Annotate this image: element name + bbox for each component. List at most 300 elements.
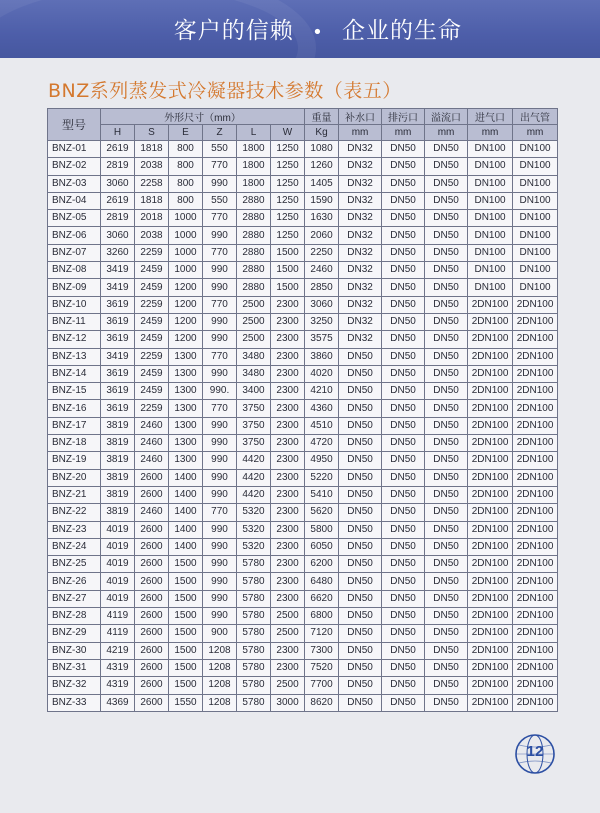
table-cell: 1818 bbox=[135, 141, 169, 158]
table-row bbox=[48, 227, 558, 244]
table-cell: 900 bbox=[203, 625, 237, 642]
table-cell: 6620 bbox=[305, 590, 339, 607]
table-cell: 2600 bbox=[135, 642, 169, 659]
table-cell: 2500 bbox=[237, 313, 271, 330]
table-cell: DN50 bbox=[382, 313, 425, 330]
table-cell: 7300 bbox=[305, 642, 339, 659]
table-row bbox=[48, 400, 558, 417]
table-cell: 4119 bbox=[101, 625, 135, 642]
table-cell: 7120 bbox=[305, 625, 339, 642]
table-cell: DN50 bbox=[339, 538, 382, 555]
table-cell: 3575 bbox=[305, 331, 339, 348]
table-header bbox=[48, 109, 558, 141]
table-row bbox=[48, 677, 558, 694]
table-cell: DN50 bbox=[382, 262, 425, 279]
table-cell: 2300 bbox=[271, 331, 305, 348]
table-cell: 2DN100 bbox=[513, 348, 558, 365]
table-cell: 5320 bbox=[237, 538, 271, 555]
table-row bbox=[48, 141, 558, 158]
table-cell: 5780 bbox=[237, 573, 271, 590]
table-cell: 2DN100 bbox=[468, 452, 513, 469]
table-cell: DN50 bbox=[425, 556, 468, 573]
table-cell: 2459 bbox=[135, 313, 169, 330]
table-cell: 7700 bbox=[305, 677, 339, 694]
table-cell: 770 bbox=[203, 158, 237, 175]
model-cell: BNZ-32 bbox=[48, 677, 101, 694]
table-cell: 3400 bbox=[237, 383, 271, 400]
model-cell: BNZ-01 bbox=[48, 141, 101, 158]
table-cell: 990 bbox=[203, 573, 237, 590]
header-drain: 排污口 bbox=[382, 109, 425, 125]
table-cell: DN50 bbox=[339, 400, 382, 417]
model-cell: BNZ-13 bbox=[48, 348, 101, 365]
model-cell: BNZ-27 bbox=[48, 590, 101, 607]
table-cell: 4360 bbox=[305, 400, 339, 417]
table-cell: 2DN100 bbox=[468, 556, 513, 573]
table-cell: DN50 bbox=[382, 175, 425, 192]
table-cell: 3419 bbox=[101, 262, 135, 279]
table-cell: DN50 bbox=[339, 573, 382, 590]
table-row bbox=[48, 331, 558, 348]
table-cell: DN50 bbox=[425, 694, 468, 711]
table-cell: 2880 bbox=[237, 244, 271, 261]
table-cell: 6480 bbox=[305, 573, 339, 590]
table-row bbox=[48, 158, 558, 175]
table-cell: DN50 bbox=[425, 365, 468, 382]
table-cell: 2DN100 bbox=[468, 642, 513, 659]
model-cell: BNZ-21 bbox=[48, 486, 101, 503]
table-cell: 2DN100 bbox=[513, 452, 558, 469]
table-row bbox=[48, 556, 558, 573]
table-cell: 990 bbox=[203, 313, 237, 330]
table-row bbox=[48, 590, 558, 607]
table-cell: DN50 bbox=[382, 677, 425, 694]
table-cell: 3060 bbox=[101, 227, 135, 244]
table-cell: 1250 bbox=[271, 158, 305, 175]
table-cell: 6200 bbox=[305, 556, 339, 573]
table-cell: 6050 bbox=[305, 538, 339, 555]
table-cell: DN50 bbox=[425, 383, 468, 400]
table-cell: 5320 bbox=[237, 504, 271, 521]
table-cell: 1250 bbox=[271, 141, 305, 158]
table-cell: 2258 bbox=[135, 175, 169, 192]
table-cell: 2850 bbox=[305, 279, 339, 296]
table-cell: DN50 bbox=[382, 417, 425, 434]
table-cell: 2300 bbox=[271, 417, 305, 434]
table-cell: 2300 bbox=[271, 556, 305, 573]
table-cell: 2DN100 bbox=[468, 400, 513, 417]
table-cell: DN50 bbox=[425, 210, 468, 227]
table-cell: 2DN100 bbox=[513, 383, 558, 400]
model-cell: BNZ-24 bbox=[48, 538, 101, 555]
table-cell: 4019 bbox=[101, 590, 135, 607]
table-cell: 2300 bbox=[271, 469, 305, 486]
table-cell: 2300 bbox=[271, 486, 305, 503]
table-cell: 2DN100 bbox=[513, 659, 558, 676]
model-cell: BNZ-12 bbox=[48, 331, 101, 348]
table-cell: 2DN100 bbox=[513, 400, 558, 417]
table-cell: 3619 bbox=[101, 365, 135, 382]
table-cell: 2819 bbox=[101, 210, 135, 227]
table-cell: 3480 bbox=[237, 348, 271, 365]
model-cell: BNZ-33 bbox=[48, 694, 101, 711]
table-cell: 2600 bbox=[135, 677, 169, 694]
table-cell: 1500 bbox=[169, 677, 203, 694]
table-cell: 1500 bbox=[169, 590, 203, 607]
table-cell: 2DN100 bbox=[513, 642, 558, 659]
table-cell: 2600 bbox=[135, 521, 169, 538]
table-cell: DN50 bbox=[425, 504, 468, 521]
table-cell: DN50 bbox=[382, 435, 425, 452]
table-cell: 1500 bbox=[271, 279, 305, 296]
table-cell: DN100 bbox=[468, 158, 513, 175]
table-cell: DN32 bbox=[339, 331, 382, 348]
table-cell: 4319 bbox=[101, 677, 135, 694]
table-cell: 990 bbox=[203, 469, 237, 486]
table-cell: DN50 bbox=[425, 331, 468, 348]
table-cell: 2DN100 bbox=[468, 694, 513, 711]
table-cell: 4510 bbox=[305, 417, 339, 434]
table-cell: 1500 bbox=[169, 659, 203, 676]
table-cell: 1500 bbox=[169, 608, 203, 625]
table-cell: 4369 bbox=[101, 694, 135, 711]
table-cell: 1000 bbox=[169, 227, 203, 244]
table-cell: 2259 bbox=[135, 296, 169, 313]
table-cell: 1500 bbox=[271, 244, 305, 261]
table-row bbox=[48, 469, 558, 486]
table-cell: DN50 bbox=[425, 469, 468, 486]
table-cell: 770 bbox=[203, 504, 237, 521]
table-cell: DN50 bbox=[382, 659, 425, 676]
table-row bbox=[48, 296, 558, 313]
model-cell: BNZ-14 bbox=[48, 365, 101, 382]
model-cell: BNZ-10 bbox=[48, 296, 101, 313]
table-cell: 2500 bbox=[271, 608, 305, 625]
table-cell: 5780 bbox=[237, 556, 271, 573]
table-cell: DN50 bbox=[382, 365, 425, 382]
table-row bbox=[48, 452, 558, 469]
table-cell: 770 bbox=[203, 400, 237, 417]
table-cell: 2460 bbox=[135, 452, 169, 469]
table-cell: 1300 bbox=[169, 348, 203, 365]
table-cell: 2259 bbox=[135, 348, 169, 365]
table-cell: DN100 bbox=[513, 175, 558, 192]
table-body bbox=[48, 141, 558, 712]
table-row bbox=[48, 538, 558, 555]
model-cell: BNZ-31 bbox=[48, 659, 101, 676]
model-cell: BNZ-11 bbox=[48, 313, 101, 330]
table-cell: 1200 bbox=[169, 313, 203, 330]
model-cell: BNZ-09 bbox=[48, 279, 101, 296]
table-cell: 5780 bbox=[237, 590, 271, 607]
table-cell: DN32 bbox=[339, 296, 382, 313]
table-cell: 4019 bbox=[101, 538, 135, 555]
table-row bbox=[48, 175, 558, 192]
table-cell: 990 bbox=[203, 417, 237, 434]
table-cell: DN50 bbox=[425, 608, 468, 625]
table-cell: DN50 bbox=[339, 642, 382, 659]
table-cell: DN32 bbox=[339, 262, 382, 279]
table-row bbox=[48, 521, 558, 538]
table-cell: DN50 bbox=[425, 677, 468, 694]
table-cell: DN100 bbox=[513, 192, 558, 209]
table-cell: DN50 bbox=[425, 296, 468, 313]
table-cell: DN100 bbox=[513, 227, 558, 244]
table-cell: 2DN100 bbox=[468, 608, 513, 625]
table-cell: 2880 bbox=[237, 192, 271, 209]
table-cell: 4210 bbox=[305, 383, 339, 400]
table-cell: 5780 bbox=[237, 642, 271, 659]
table-cell: DN50 bbox=[425, 175, 468, 192]
table-cell: DN100 bbox=[468, 262, 513, 279]
table-cell: 4219 bbox=[101, 642, 135, 659]
sub-header-cell: Kg bbox=[305, 125, 339, 141]
table-cell: 2300 bbox=[271, 590, 305, 607]
table-cell: DN50 bbox=[425, 659, 468, 676]
table-cell: 1260 bbox=[305, 158, 339, 175]
header-weight: 重量 bbox=[305, 109, 339, 125]
table-cell: 2459 bbox=[135, 262, 169, 279]
table-row bbox=[48, 608, 558, 625]
table-cell: 990 bbox=[203, 227, 237, 244]
table-cell: 1500 bbox=[169, 642, 203, 659]
table-cell: 770 bbox=[203, 244, 237, 261]
table-cell: 2600 bbox=[135, 556, 169, 573]
table-cell: 990 bbox=[203, 262, 237, 279]
table-cell: 5620 bbox=[305, 504, 339, 521]
table-cell: DN50 bbox=[425, 262, 468, 279]
table-cell: 990 bbox=[203, 486, 237, 503]
table-cell: 2DN100 bbox=[468, 521, 513, 538]
table-cell: DN50 bbox=[382, 590, 425, 607]
table-cell: DN50 bbox=[339, 348, 382, 365]
table-cell: 2DN100 bbox=[468, 590, 513, 607]
table-cell: 2259 bbox=[135, 400, 169, 417]
table-cell: 2300 bbox=[271, 296, 305, 313]
table-cell: DN50 bbox=[425, 313, 468, 330]
table-cell: 1300 bbox=[169, 452, 203, 469]
table-cell: 2DN100 bbox=[468, 625, 513, 642]
table-cell: DN50 bbox=[382, 192, 425, 209]
table-cell: 1300 bbox=[169, 383, 203, 400]
table-cell: DN100 bbox=[513, 210, 558, 227]
table-cell: 2500 bbox=[237, 331, 271, 348]
table-cell: 550 bbox=[203, 141, 237, 158]
table-cell: DN50 bbox=[425, 435, 468, 452]
table-cell: 2DN100 bbox=[468, 677, 513, 694]
table-cell: DN32 bbox=[339, 244, 382, 261]
table-cell: 2460 bbox=[135, 417, 169, 434]
table-cell: 2DN100 bbox=[513, 435, 558, 452]
model-cell: BNZ-04 bbox=[48, 192, 101, 209]
table-cell: DN50 bbox=[382, 158, 425, 175]
table-cell: 4420 bbox=[237, 486, 271, 503]
table-row bbox=[48, 659, 558, 676]
table-cell: DN100 bbox=[468, 279, 513, 296]
table-cell: 2460 bbox=[305, 262, 339, 279]
table-cell: 2300 bbox=[271, 400, 305, 417]
table-cell: DN32 bbox=[339, 210, 382, 227]
table-cell: DN50 bbox=[382, 210, 425, 227]
table-cell: DN50 bbox=[382, 556, 425, 573]
table-cell: 8620 bbox=[305, 694, 339, 711]
table-row bbox=[48, 435, 558, 452]
table-cell: DN50 bbox=[382, 279, 425, 296]
table-cell: 2DN100 bbox=[468, 296, 513, 313]
table-cell: 3819 bbox=[101, 417, 135, 434]
table-cell: 1200 bbox=[169, 331, 203, 348]
table-row bbox=[48, 192, 558, 209]
table-cell: 2300 bbox=[271, 452, 305, 469]
table-cell: 1400 bbox=[169, 486, 203, 503]
table-cell: 2459 bbox=[135, 279, 169, 296]
table-cell: DN100 bbox=[513, 141, 558, 158]
table-cell: 2500 bbox=[271, 677, 305, 694]
model-cell: BNZ-16 bbox=[48, 400, 101, 417]
table-cell: 3750 bbox=[237, 400, 271, 417]
table-row bbox=[48, 694, 558, 711]
table-cell: 2DN100 bbox=[513, 469, 558, 486]
table-cell: 770 bbox=[203, 296, 237, 313]
table-cell: 2600 bbox=[135, 590, 169, 607]
table-cell: 2300 bbox=[271, 659, 305, 676]
table-cell: DN100 bbox=[468, 141, 513, 158]
table-cell: 1630 bbox=[305, 210, 339, 227]
table-cell: DN50 bbox=[425, 227, 468, 244]
table-cell: DN100 bbox=[468, 227, 513, 244]
model-cell: BNZ-18 bbox=[48, 435, 101, 452]
table-cell: DN50 bbox=[339, 383, 382, 400]
table-cell: 770 bbox=[203, 348, 237, 365]
table-cell: 1300 bbox=[169, 435, 203, 452]
table-cell: DN50 bbox=[382, 452, 425, 469]
model-cell: BNZ-03 bbox=[48, 175, 101, 192]
page-number: 12 bbox=[526, 743, 544, 760]
table-cell: 2DN100 bbox=[513, 365, 558, 382]
table-cell: 4720 bbox=[305, 435, 339, 452]
table-cell: DN32 bbox=[339, 227, 382, 244]
table-cell: 2459 bbox=[135, 365, 169, 382]
table-cell: 4019 bbox=[101, 556, 135, 573]
table-cell: DN50 bbox=[425, 538, 468, 555]
table-cell: 4019 bbox=[101, 573, 135, 590]
table-cell: DN50 bbox=[382, 348, 425, 365]
table-cell: 1300 bbox=[169, 365, 203, 382]
table-row bbox=[48, 348, 558, 365]
table-cell: DN32 bbox=[339, 313, 382, 330]
table-row bbox=[48, 383, 558, 400]
sub-header-cell: mm bbox=[513, 125, 558, 141]
table-cell: 1250 bbox=[271, 210, 305, 227]
table-cell: DN100 bbox=[513, 279, 558, 296]
table-cell: DN100 bbox=[468, 175, 513, 192]
table-cell: 2DN100 bbox=[468, 313, 513, 330]
table-cell: DN32 bbox=[339, 192, 382, 209]
table-cell: 800 bbox=[169, 192, 203, 209]
table-cell: 3619 bbox=[101, 383, 135, 400]
table-cell: DN32 bbox=[339, 279, 382, 296]
table-cell: 1500 bbox=[169, 625, 203, 642]
table-cell: 2500 bbox=[271, 625, 305, 642]
table-cell: 2250 bbox=[305, 244, 339, 261]
table-row bbox=[48, 244, 558, 261]
table-cell: DN50 bbox=[339, 556, 382, 573]
table-cell: 3819 bbox=[101, 435, 135, 452]
table-cell: DN50 bbox=[425, 452, 468, 469]
table-cell: 2600 bbox=[135, 608, 169, 625]
table-cell: 2DN100 bbox=[513, 331, 558, 348]
table-cell: 1250 bbox=[271, 227, 305, 244]
table-cell: 5320 bbox=[237, 521, 271, 538]
table-cell: 3619 bbox=[101, 400, 135, 417]
table-cell: DN50 bbox=[339, 435, 382, 452]
table-cell: 1208 bbox=[203, 642, 237, 659]
table-cell: 2060 bbox=[305, 227, 339, 244]
table-cell: 2DN100 bbox=[468, 383, 513, 400]
table-cell: 1818 bbox=[135, 192, 169, 209]
table-cell: 5800 bbox=[305, 521, 339, 538]
table-cell: 990 bbox=[203, 331, 237, 348]
table-cell: DN50 bbox=[382, 331, 425, 348]
table-cell: 2DN100 bbox=[513, 417, 558, 434]
table-cell: 3860 bbox=[305, 348, 339, 365]
table-cell: 1590 bbox=[305, 192, 339, 209]
table-cell: DN50 bbox=[339, 452, 382, 469]
sub-header-cell: mm bbox=[382, 125, 425, 141]
table-cell: 2459 bbox=[135, 383, 169, 400]
table-cell: 990. bbox=[203, 383, 237, 400]
table-cell: DN50 bbox=[425, 590, 468, 607]
table-cell: DN50 bbox=[425, 158, 468, 175]
header-overflow: 溢流口 bbox=[425, 109, 468, 125]
table-cell: DN50 bbox=[382, 694, 425, 711]
table-cell: 2DN100 bbox=[468, 348, 513, 365]
table-cell: DN50 bbox=[425, 642, 468, 659]
sub-header-cell: Z bbox=[203, 125, 237, 141]
table-cell: 2DN100 bbox=[513, 538, 558, 555]
table-cell: 2300 bbox=[271, 538, 305, 555]
slogan-right: 企业的生命 bbox=[342, 18, 462, 44]
table-cell: 2DN100 bbox=[468, 538, 513, 555]
table-cell: 2619 bbox=[101, 141, 135, 158]
table-cell: 2DN100 bbox=[513, 590, 558, 607]
table-cell: 1400 bbox=[169, 469, 203, 486]
header-dimensions: 外形尺寸（mm） bbox=[101, 109, 305, 125]
table-cell: 3419 bbox=[101, 348, 135, 365]
table-cell: 1800 bbox=[237, 141, 271, 158]
table-cell: 2460 bbox=[135, 435, 169, 452]
table-cell: DN100 bbox=[513, 262, 558, 279]
table-cell: 4950 bbox=[305, 452, 339, 469]
table-cell: DN32 bbox=[339, 175, 382, 192]
table-cell: 2DN100 bbox=[468, 435, 513, 452]
table-cell: DN32 bbox=[339, 158, 382, 175]
table-cell: 1000 bbox=[169, 210, 203, 227]
table-cell: DN50 bbox=[339, 608, 382, 625]
table-cell: 2880 bbox=[237, 210, 271, 227]
table-cell: 990 bbox=[203, 521, 237, 538]
table-cell: DN100 bbox=[468, 210, 513, 227]
table-cell: 3619 bbox=[101, 296, 135, 313]
banner-slogan bbox=[174, 12, 462, 45]
model-cell: BNZ-29 bbox=[48, 625, 101, 642]
model-cell: BNZ-30 bbox=[48, 642, 101, 659]
header-outlet: 出气管 bbox=[513, 109, 558, 125]
model-cell: BNZ-22 bbox=[48, 504, 101, 521]
table-cell: 3060 bbox=[305, 296, 339, 313]
table-cell: DN50 bbox=[382, 141, 425, 158]
table-cell: 550 bbox=[203, 192, 237, 209]
